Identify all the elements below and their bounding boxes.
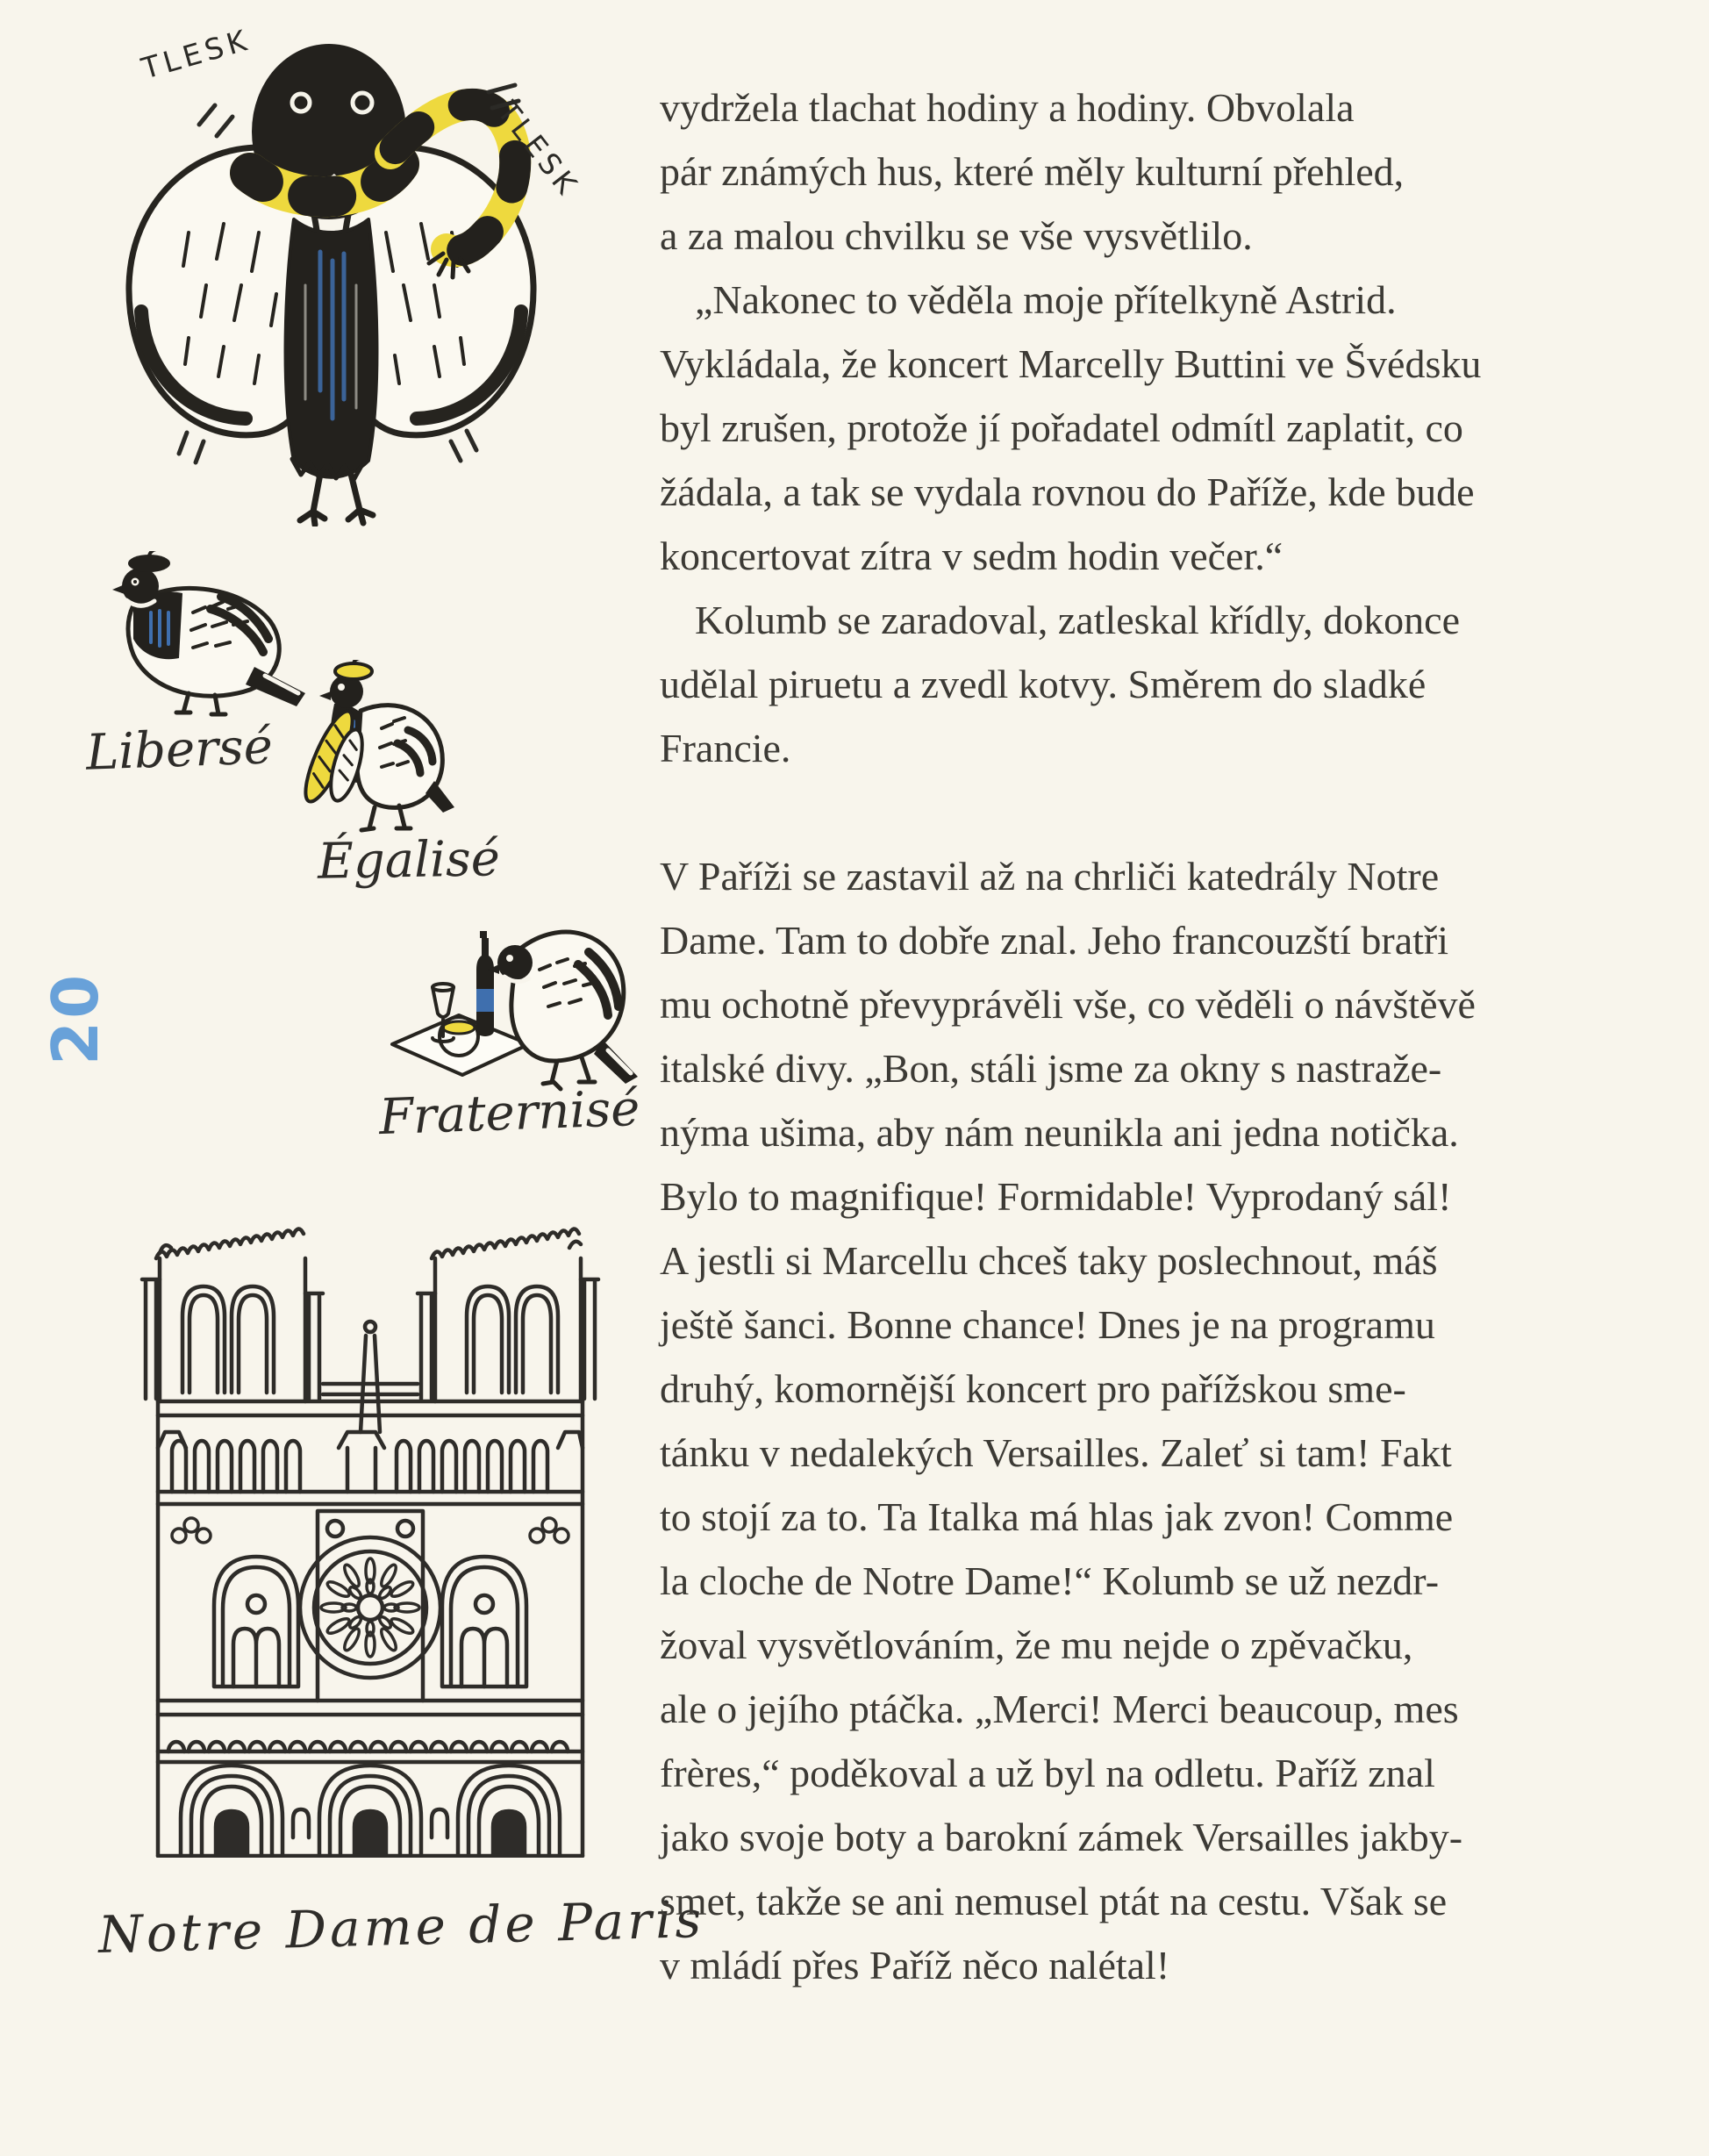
egalite-caption: Égalisé: [317, 830, 501, 891]
text-line: to stojí za to. Ta Italka má hlas jak zvon! Comme: [660, 1494, 1454, 1539]
text-line: vydržela tlachat hodiny a hodiny. Obvolala: [660, 85, 1355, 130]
notre-dame-illustration: [133, 1213, 607, 1858]
liberte-caption: Libersé: [84, 718, 274, 782]
text-line: byl zrušen, protože jí pořadatel odmítl zaplatit, co: [660, 405, 1463, 450]
eye: [338, 684, 345, 691]
wine-bottle: [476, 931, 494, 1036]
fraternite-pigeon-illustration: [382, 882, 640, 1101]
text-line: Vykládala, že koncert Marcelly Buttini ve Švédsku: [660, 341, 1482, 386]
text-line: v mládí přes Paříž něco nalétal!: [660, 1943, 1170, 1988]
text-line: udělal piruetu a zvedl kotvy. Směrem do sladké: [660, 662, 1427, 706]
text-line: pár známých hus, které měly kulturní přehled,: [660, 149, 1405, 194]
text-line: druhý, komornější koncert pro pařížskou sme-: [660, 1366, 1406, 1411]
text-line: V Paříži se zastavil až na chrliči katedrály Notre: [660, 854, 1440, 899]
fraternite-caption: Fraternisé: [377, 1079, 641, 1147]
beak: [319, 691, 331, 700]
beret: [128, 555, 170, 572]
text-line: „Nakonec to věděla moje přítelkyně Astrid.: [695, 277, 1397, 322]
egalite-pigeon-illustration: [276, 660, 456, 844]
text-line: mu ochotně převyprávěli vše, co věděli o návštěvě: [660, 982, 1476, 1027]
text-line: A jestli si Marcellu chceš taky poslechnout, máš: [660, 1238, 1438, 1283]
text-line: Dame. Tam to dobře znal. Jeho francouzští bratři: [660, 918, 1448, 963]
clapping-pigeon-illustration: [83, 22, 579, 526]
text-line: nýma ušima, aby nám neunikla ani jedna notička.: [660, 1110, 1459, 1155]
pigeon-head: [497, 945, 533, 980]
text-line: tánku v nedalekých Versailles. Zaleť si tam! Fakt: [660, 1430, 1452, 1475]
text-line: žádala, a tak se vydala rovnou do Paříže, kde bude: [660, 469, 1475, 514]
tlesk-right-caption: TLESK: [490, 95, 587, 204]
text-line: ale o jejího ptáčka. „Merci! Merci beaucoup, mes: [660, 1687, 1459, 1731]
eye: [506, 955, 513, 962]
text-line: Kolumb se zaradoval, zatleskal křídly, dokonce: [695, 598, 1461, 642]
tail: [594, 1040, 638, 1084]
yellow-beret: [335, 663, 372, 679]
text-line: Bylo to magnifique! Formidable! Vyprodaný sál!: [660, 1174, 1452, 1219]
text-line: jako svoje boty a barokní zámek Versailles jakby-: [660, 1815, 1463, 1859]
text-line: koncertovat zítra v sedm hodin večer.“: [660, 534, 1284, 578]
tlesk-left-caption: TLESK: [138, 22, 254, 86]
notre-dame-caption: Notre Dame de Paris: [97, 1888, 706, 1966]
text-line: frères,“ poděkoval a už byl na odletu. Paříž znal: [660, 1751, 1435, 1795]
text-line: smet, takže se ani nemusel ptát na cestu. Však se: [660, 1879, 1448, 1923]
text-line: žoval vysvětlováním, že mu nejde o zpěvačku,: [660, 1622, 1413, 1667]
text-line: a za malou chvilku se vše vysvětlilo.: [660, 213, 1253, 258]
text-column: [660, 75, 1686, 1997]
text-line: italské divy. „Bon, stáli jsme za okny s nastraže-: [660, 1046, 1442, 1091]
page-number: 20: [39, 971, 112, 1065]
rose-window-petals: [321, 1558, 419, 1657]
text-line: ještě šanci. Bonne chance! Dnes je na programu: [660, 1302, 1435, 1347]
text-line: Francie.: [660, 726, 791, 770]
beak: [112, 584, 125, 594]
text-line: la cloche de Notre Dame!“ Kolumb se už nezdr-: [660, 1558, 1440, 1603]
